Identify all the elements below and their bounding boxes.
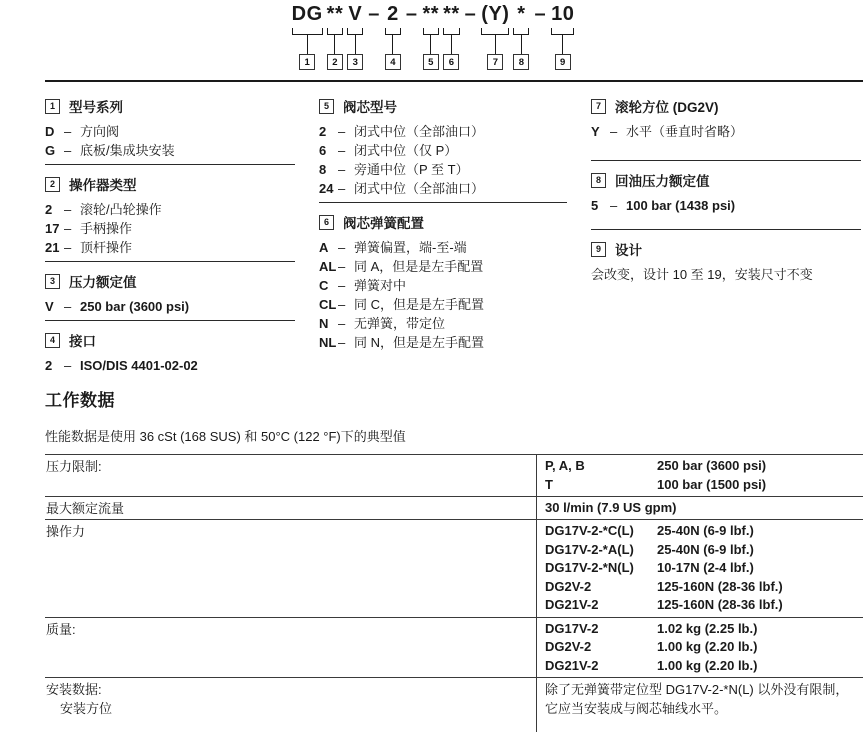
item-desc: 手柄操作 xyxy=(80,221,133,236)
model-code-segment-8 xyxy=(513,2,529,70)
model-code-segment-4 xyxy=(385,2,401,70)
pair-key: P, A, B xyxy=(545,458,585,473)
item-dash: – xyxy=(64,299,72,314)
table-row-pressure-limits xyxy=(45,455,863,497)
callout-box-7: 7 xyxy=(487,54,503,70)
code-item xyxy=(45,238,295,257)
item-desc: ISO/DIS 4401-02-02 xyxy=(80,358,198,373)
model-code-separator xyxy=(367,2,381,27)
item-code: 2 xyxy=(45,358,53,373)
item-desc: 100 bar (1438 psi) xyxy=(626,198,736,213)
working-data-table xyxy=(45,454,863,732)
working-data-section xyxy=(45,386,863,732)
row-value-cell xyxy=(536,618,863,678)
item-dash: – xyxy=(64,143,72,158)
item-desc: 同 N，但是是左手配置 xyxy=(354,335,485,350)
item-dash: – xyxy=(64,221,72,236)
pair-key: DG17V-2-*N(L) xyxy=(545,560,634,575)
callout-box-1: 1 xyxy=(299,54,315,70)
item-dash: – xyxy=(338,316,346,331)
value-pair xyxy=(545,476,863,495)
model-code-separator xyxy=(533,2,547,27)
item-code: 17 xyxy=(45,221,60,236)
item-desc: 顶杆操作 xyxy=(80,240,133,255)
section-interface xyxy=(45,331,295,375)
model-code-segment-6 xyxy=(443,2,460,70)
item-code: 6 xyxy=(319,143,327,158)
item-dash: – xyxy=(610,124,618,139)
item-dash: – xyxy=(338,240,346,255)
code-item xyxy=(591,122,861,141)
legend-column-right xyxy=(591,94,861,375)
section-title: 设计 xyxy=(615,243,642,258)
item-code: N xyxy=(319,316,329,331)
item-desc: 闭式中位（全部油口） xyxy=(354,124,485,139)
model-code-text: – xyxy=(405,3,418,25)
horizontal-rule xyxy=(45,80,863,82)
model-code-text: ** xyxy=(422,3,440,25)
model-code-segment-7 xyxy=(481,2,509,70)
pair-value: 1.00 kg (2.20 lb.) xyxy=(657,657,758,673)
model-code-segment-2 xyxy=(327,2,344,70)
code-item xyxy=(319,160,567,179)
row-label: 安装数据: xyxy=(46,682,102,697)
item-desc: 旁通中位（P 至 T） xyxy=(354,162,469,177)
section-title: 操作器类型 xyxy=(69,178,137,193)
bracket xyxy=(513,28,529,35)
item-code: G xyxy=(45,143,56,158)
callout-box-3: 3 xyxy=(347,54,363,70)
section-title: 压力额定值 xyxy=(69,275,137,290)
callout-number: 8 xyxy=(591,173,606,188)
section-header xyxy=(45,272,295,290)
pair-key: DG17V-2-*A(L) xyxy=(545,541,634,557)
code-item xyxy=(319,238,567,257)
value-pair xyxy=(545,522,863,541)
model-code-text: ** xyxy=(326,3,344,25)
model-code-segment-9 xyxy=(551,2,574,70)
callout-number: 3 xyxy=(45,274,60,289)
callout-box-8: 8 xyxy=(513,54,529,70)
code-item xyxy=(45,141,295,160)
section-header xyxy=(45,331,295,349)
value-pair xyxy=(545,457,863,476)
table-row-max-flow xyxy=(45,497,863,520)
model-code-text: 2 xyxy=(387,3,399,25)
pair-key: T xyxy=(545,476,553,492)
row-sublabel: 安装方位 xyxy=(60,701,113,716)
pair-value: 25-40N (6-9 lbf.) xyxy=(657,523,754,538)
code-item xyxy=(45,219,295,238)
stem-line xyxy=(430,35,431,54)
item-code: C xyxy=(319,278,329,293)
pair-key: DG17V-2-*C(L) xyxy=(545,523,634,538)
value-pair xyxy=(545,541,863,560)
row-value-cell xyxy=(536,455,863,496)
item-desc: 无弹簧，带定位 xyxy=(354,316,446,331)
callout-box-4: 4 xyxy=(385,54,401,70)
item-dash: – xyxy=(64,358,72,373)
item-dash: – xyxy=(338,335,346,350)
model-code-text: – xyxy=(534,3,547,25)
section-title: 回油压力额定值 xyxy=(615,174,710,189)
code-item xyxy=(319,295,567,314)
stem-line xyxy=(355,35,356,54)
item-dash: – xyxy=(64,124,72,139)
item-dash: – xyxy=(338,297,346,312)
row-label-cell xyxy=(45,618,536,678)
callout-number: 5 xyxy=(319,99,334,114)
section-title: 接口 xyxy=(69,334,96,349)
callout-box-9: 9 xyxy=(555,54,571,70)
item-desc: 底板/集成块安装 xyxy=(80,143,175,158)
value-pair xyxy=(545,620,863,639)
section-divider xyxy=(319,202,567,203)
section-title: 型号系列 xyxy=(69,100,123,115)
table-row-operating-force xyxy=(45,520,863,618)
pair-value: 1.02 kg (2.25 lb.) xyxy=(657,620,758,636)
item-code: CL xyxy=(319,297,337,312)
stem-line xyxy=(451,35,452,54)
code-item xyxy=(319,179,567,198)
pair-key: DG17V-2 xyxy=(545,620,599,636)
item-code: AL xyxy=(319,259,337,274)
code-item xyxy=(319,141,567,160)
item-dash: – xyxy=(338,259,346,274)
callout-box-6: 6 xyxy=(443,54,459,70)
row-value-cell xyxy=(536,678,863,732)
pair-value: 125-160N (28-36 lbf.) xyxy=(657,578,783,594)
item-dash: – xyxy=(64,202,72,217)
item-desc: 滚轮/凸轮操作 xyxy=(80,202,162,217)
item-code: 2 xyxy=(319,124,327,139)
row-label: 操作力 xyxy=(46,524,86,539)
pair-key: DG2V-2 xyxy=(545,639,592,654)
code-item xyxy=(319,276,567,295)
legend-column-left xyxy=(45,94,295,375)
code-legend xyxy=(45,94,861,375)
working-data-note: 性能数据是使用 36 cSt (168 SUS) 和 50°C (122 °F)下的典型值 xyxy=(45,429,406,444)
pair-value: 10-17N (2-4 lbf.) xyxy=(657,560,754,575)
item-code: Y xyxy=(591,124,600,139)
callout-number: 4 xyxy=(45,333,60,348)
item-dash: – xyxy=(610,198,618,213)
section-divider xyxy=(45,320,295,321)
item-desc: 闭式中位（仅 P） xyxy=(354,143,458,158)
item-desc: 闭式中位（全部油口） xyxy=(354,181,485,196)
code-item xyxy=(45,356,295,375)
item-dash: – xyxy=(338,181,346,196)
code-item xyxy=(319,333,567,352)
item-code: 8 xyxy=(319,162,327,177)
callout-number: 9 xyxy=(591,242,606,257)
section-header xyxy=(591,171,861,189)
model-code-segment-3 xyxy=(347,2,363,70)
model-code-text: 10 xyxy=(551,3,575,25)
section-title: 阀芯弹簧配置 xyxy=(343,216,424,231)
section-pressure-rating xyxy=(45,272,295,316)
item-desc: 同 A，但是是左手配置 xyxy=(354,259,484,274)
section-header xyxy=(45,97,295,115)
callout-number: 2 xyxy=(45,177,60,192)
model-code-text: – xyxy=(368,3,380,25)
callout-number: 1 xyxy=(45,99,60,114)
row-label: 最大额定流量 xyxy=(46,501,125,516)
section-header xyxy=(319,213,567,231)
row-value-cell xyxy=(536,497,863,519)
item-code: 24 xyxy=(319,181,334,196)
design-note: 会改变，设计 10 至 19，安装尺寸不变 xyxy=(591,267,813,282)
model-code-separator xyxy=(464,2,478,27)
section-operator-type xyxy=(45,175,295,257)
section-divider xyxy=(45,261,295,262)
code-item xyxy=(45,122,295,141)
row-value: 30 l/min (7.9 US gpm) xyxy=(545,500,677,515)
row-value-cell xyxy=(536,520,863,617)
table-row-mass xyxy=(45,618,863,679)
section-header xyxy=(319,97,567,115)
model-code-segment-5 xyxy=(423,2,440,70)
item-desc: 弹簧对中 xyxy=(354,278,407,293)
code-item xyxy=(319,257,567,276)
row-label: 压力限制: xyxy=(46,459,102,474)
pair-value: 100 bar (1500 psi) xyxy=(657,476,767,492)
section-title: 阀芯型号 xyxy=(343,100,397,115)
bracket xyxy=(347,28,363,35)
item-code: 2 xyxy=(45,202,53,217)
bracket xyxy=(481,28,509,35)
item-dash: – xyxy=(338,278,346,293)
item-dash: – xyxy=(338,124,346,139)
pair-key: DG21V-2 xyxy=(545,657,599,673)
stem-line xyxy=(521,35,522,54)
legend-column-middle xyxy=(319,94,567,375)
stem-line xyxy=(392,35,393,54)
row-label-cell xyxy=(45,455,536,496)
row-label-cell xyxy=(45,520,536,617)
section-divider xyxy=(45,164,295,165)
item-desc: 同 C，但是是左手配置 xyxy=(354,297,485,312)
section-header xyxy=(45,175,295,193)
item-code: A xyxy=(319,240,329,255)
item-code: D xyxy=(45,124,55,139)
bracket xyxy=(423,28,440,35)
stem-line xyxy=(307,35,308,54)
model-code-text: V xyxy=(348,3,363,25)
value-pair xyxy=(545,596,863,615)
row-label-cell xyxy=(45,678,536,732)
code-item xyxy=(45,200,295,219)
table-row-mounting-data xyxy=(45,678,863,732)
code-item xyxy=(591,196,861,215)
bracket xyxy=(385,28,401,35)
item-desc: 弹簧偏置，端-至-端 xyxy=(354,240,467,255)
model-code-text: (Y) xyxy=(481,3,510,25)
code-item xyxy=(45,297,295,316)
section-title: 滚轮方位 (DG2V) xyxy=(615,100,719,115)
item-dash: – xyxy=(338,143,346,158)
value-pair xyxy=(545,559,863,578)
callout-box-5: 5 xyxy=(423,54,439,70)
model-code-segment-1 xyxy=(292,2,323,70)
item-code: 5 xyxy=(591,198,599,213)
section-divider xyxy=(591,160,861,161)
section-tank-pressure-rating xyxy=(591,171,861,215)
callout-number: 7 xyxy=(591,99,606,114)
section-roller-orientation xyxy=(591,97,861,141)
value-pair xyxy=(545,657,863,676)
item-desc: 方向阀 xyxy=(80,124,120,139)
pair-value: 25-40N (6-9 lbf.) xyxy=(657,541,754,557)
section-header xyxy=(591,240,861,258)
section-spool-type xyxy=(319,97,567,198)
item-code: 21 xyxy=(45,240,60,255)
pair-value: 125-160N (28-36 lbf.) xyxy=(657,597,783,612)
item-dash: – xyxy=(64,240,72,255)
model-code-text: * xyxy=(517,3,526,25)
pair-key: DG2V-2 xyxy=(545,578,592,594)
working-data-title: 工作数据 xyxy=(45,391,115,410)
model-code-separator xyxy=(405,2,419,27)
model-code-diagram xyxy=(0,2,866,70)
bracket xyxy=(443,28,460,35)
stem-line xyxy=(495,35,496,54)
section-header xyxy=(591,97,861,115)
item-code: NL xyxy=(319,335,337,350)
section-spring-arrangement xyxy=(319,213,567,352)
pair-key: DG21V-2 xyxy=(545,597,599,612)
row-label: 质量: xyxy=(46,621,76,637)
bracket xyxy=(292,28,323,35)
pair-value: 250 bar (3600 psi) xyxy=(657,458,767,473)
value-pair xyxy=(545,638,863,657)
pair-value: 1.00 kg (2.20 lb.) xyxy=(657,639,758,654)
section-model-series xyxy=(45,97,295,160)
stem-line xyxy=(562,35,563,54)
value-pair xyxy=(545,578,863,597)
stem-line xyxy=(334,35,335,54)
item-dash: – xyxy=(338,162,346,177)
code-item xyxy=(319,314,567,333)
mounting-note: 除了无弹簧带定位型 DG17V-2-*N(L) 以外没有限制，它应当安装成与阀芯轴线水平。 xyxy=(545,682,849,716)
model-code-text: DG xyxy=(291,3,323,25)
item-code: V xyxy=(45,299,54,314)
row-label-cell xyxy=(45,497,536,519)
model-code-text: – xyxy=(464,3,477,25)
item-desc: 250 bar (3600 psi) xyxy=(80,299,190,314)
bracket xyxy=(551,28,574,35)
bracket xyxy=(327,28,344,35)
section-design xyxy=(591,240,861,284)
item-desc: 水平（垂直时省略） xyxy=(626,124,744,139)
callout-number: 6 xyxy=(319,215,334,230)
model-code-text: ** xyxy=(443,3,460,25)
section-divider xyxy=(591,229,861,230)
callout-box-2: 2 xyxy=(327,54,343,70)
code-item xyxy=(319,122,567,141)
